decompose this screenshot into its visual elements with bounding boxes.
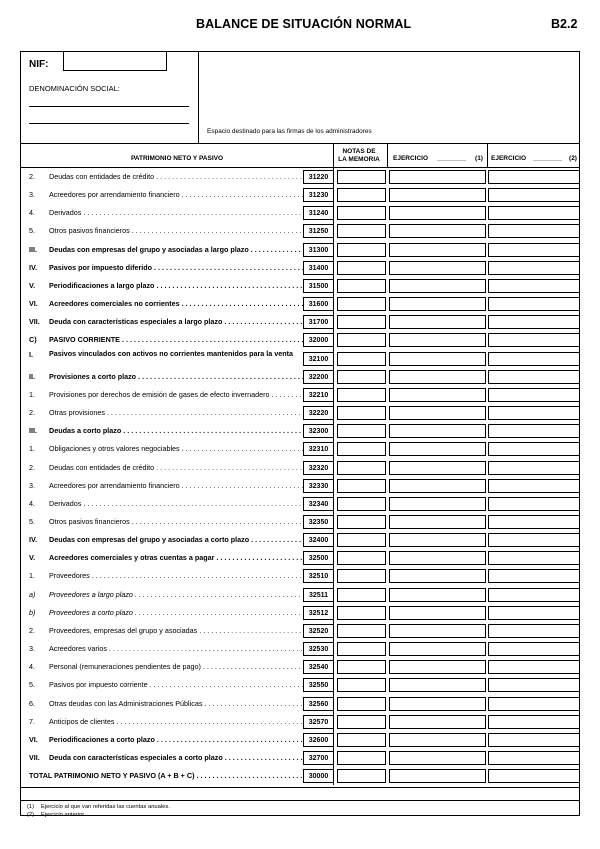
notas-input[interactable] xyxy=(337,206,386,220)
row-label: Provisiones por derechos de emisión de gases de efecto invernadero . . . xyxy=(49,390,305,399)
ejercicio-2-input[interactable] xyxy=(488,224,579,238)
notas-input[interactable] xyxy=(337,769,386,783)
row-number: II. xyxy=(29,371,35,381)
table-row xyxy=(21,549,579,567)
footnotes xyxy=(27,804,170,819)
row-number: 2. xyxy=(29,172,35,181)
table-row xyxy=(21,404,579,422)
row-number: V. xyxy=(29,280,36,290)
table-row xyxy=(21,295,579,313)
row-code: 32511 xyxy=(303,588,333,602)
row-number: I. xyxy=(29,349,33,359)
row-code: 32200 xyxy=(303,370,333,384)
notas-input[interactable] xyxy=(337,497,386,511)
ejercicio-2-input[interactable] xyxy=(488,660,579,674)
ejercicio-1-input[interactable] xyxy=(389,243,486,257)
row-label: Otras deudas con las Administraciones Públicas . . . xyxy=(49,699,305,708)
ejercicio-1-input[interactable] xyxy=(389,533,486,547)
notas-input[interactable] xyxy=(337,461,386,475)
row-code: 32512 xyxy=(303,606,333,620)
row-code: 32350 xyxy=(303,515,333,529)
ejercicio-2-input[interactable] xyxy=(488,243,579,257)
row-label: Proveedores, empresas del grupo y asociadas . . . xyxy=(49,626,305,635)
row-code: 31300 xyxy=(303,243,333,257)
notas-input[interactable] xyxy=(337,715,386,729)
ejercicio-1-input[interactable] xyxy=(389,606,486,620)
ejercicio-1-input[interactable] xyxy=(389,697,486,711)
row-number: IV. xyxy=(29,535,38,545)
row-label: Deudas con entidades de crédito . . . xyxy=(49,463,305,472)
notas-input[interactable] xyxy=(337,533,386,547)
ejercicio-2-input[interactable] xyxy=(488,497,579,511)
table-row xyxy=(21,658,579,676)
balance-rows xyxy=(21,168,579,785)
ejercicio-1-input[interactable] xyxy=(389,370,486,384)
row-code: 32320 xyxy=(303,461,333,475)
table-row xyxy=(21,477,579,495)
row-code: 32520 xyxy=(303,624,333,638)
row-code: 31220 xyxy=(303,170,333,184)
row-code: 32540 xyxy=(303,660,333,674)
row-label: Pasivos por impuesto diferido . . . xyxy=(49,263,305,272)
row-code: 32000 xyxy=(303,333,333,347)
form-code: B2.2 xyxy=(551,17,578,31)
code-column-divider xyxy=(333,168,334,785)
row-code: 32400 xyxy=(303,533,333,547)
row-code: 31400 xyxy=(303,261,333,275)
header-divider-ej2 xyxy=(487,144,488,167)
row-label: Obligaciones y otros valores negociables . . . xyxy=(49,444,305,453)
ejercicio-1-input[interactable] xyxy=(389,551,486,565)
footnote-line xyxy=(21,800,579,801)
ejercicio-1-input[interactable] xyxy=(389,733,486,747)
ejercicio-1-ref: (1) xyxy=(475,155,483,162)
row-code: 32500 xyxy=(303,551,333,565)
row-label: Deudas a corto plazo . . . xyxy=(49,426,305,435)
table-row xyxy=(21,186,579,204)
notas-input[interactable] xyxy=(337,388,386,402)
notas-input[interactable] xyxy=(337,315,386,329)
table-row xyxy=(21,259,579,277)
table-row xyxy=(21,313,579,331)
notas-input[interactable] xyxy=(337,261,386,275)
ejercicio-1-input[interactable] xyxy=(389,569,486,583)
notas-input[interactable] xyxy=(337,551,386,565)
row-label: Periodificaciones a largo plazo . . . xyxy=(49,281,305,290)
table-row xyxy=(21,622,579,640)
header-divider-ej1 xyxy=(387,144,388,167)
ejercicio-1-input[interactable] xyxy=(389,261,486,275)
row-label: Otras provisiones . . . xyxy=(49,408,305,417)
notas-input[interactable] xyxy=(337,606,386,620)
row-label: Deuda con características especiales a largo plazo . . . xyxy=(49,317,305,326)
row-code: 31240 xyxy=(303,206,333,220)
ejercicio-2-input[interactable] xyxy=(488,370,579,384)
row-label: Derivados . . . xyxy=(49,208,305,217)
row-code: 31250 xyxy=(303,224,333,238)
ejercicio-1-input[interactable] xyxy=(389,170,486,184)
notas-input[interactable] xyxy=(337,442,386,456)
ejercicio-2-input[interactable] xyxy=(488,352,579,366)
table-row xyxy=(21,168,579,186)
row-number: b) xyxy=(29,607,36,617)
notas-input[interactable] xyxy=(337,370,386,384)
ejercicio-1-input[interactable] xyxy=(389,352,486,366)
row-label: Pasivos vinculados con activos no corrientes mantenidos para la venta xyxy=(49,349,294,358)
row-label: Proveedores a largo plazo . . . xyxy=(49,590,305,599)
row-number: VI. xyxy=(29,734,38,744)
denominacion-line-1[interactable] xyxy=(29,106,189,107)
ejercicio-1-label: EJERCICIO xyxy=(393,155,429,162)
notas-input[interactable] xyxy=(337,406,386,420)
row-label: Derivados . . . xyxy=(49,499,305,508)
table-row xyxy=(21,277,579,295)
row-number: 5. xyxy=(29,680,35,690)
ejercicio-1-input[interactable] xyxy=(389,678,486,692)
table-row xyxy=(21,640,579,658)
notas-input[interactable] xyxy=(337,624,386,638)
ejercicio-2-input[interactable] xyxy=(488,333,579,347)
notas-input[interactable] xyxy=(337,588,386,602)
row-code: 31500 xyxy=(303,279,333,293)
table-row xyxy=(21,204,579,222)
ejercicio-2-input[interactable] xyxy=(488,442,579,456)
row-code: 32510 xyxy=(303,569,333,583)
row-code: 32300 xyxy=(303,424,333,438)
table-row xyxy=(21,749,579,767)
denominacion-line-2[interactable] xyxy=(29,123,189,124)
row-label: Acreedores comerciales y otras cuentas a pagar . . . xyxy=(49,553,305,562)
nif-label: NIF: xyxy=(29,59,49,70)
table-row xyxy=(21,513,579,531)
ejercicio-1-input[interactable] xyxy=(389,497,486,511)
row-label: Deudas con entidades de crédito . . . xyxy=(49,172,305,181)
row-number: 7. xyxy=(29,716,35,726)
row-label: Acreedores comerciales no corrientes . . . xyxy=(49,299,305,308)
row-number: 6. xyxy=(29,698,35,708)
notas-input[interactable] xyxy=(337,515,386,529)
table-row xyxy=(21,331,579,349)
notas-input[interactable] xyxy=(337,170,386,184)
row-label: Proveedores a corto plazo . . . xyxy=(49,608,305,617)
notas-input[interactable] xyxy=(337,697,386,711)
ejercicio-1-input[interactable] xyxy=(389,297,486,311)
table-row xyxy=(21,459,579,477)
row-code: 32100 xyxy=(303,352,333,366)
notas-input[interactable] xyxy=(337,243,386,257)
ejercicio-2-input[interactable] xyxy=(488,678,579,692)
footnote-text: Ejercicio anterior. xyxy=(41,811,86,818)
row-number: 1. xyxy=(29,444,35,454)
row-number: 2. xyxy=(29,625,35,635)
notas-input[interactable] xyxy=(337,733,386,747)
table-row xyxy=(21,604,579,622)
notas-input[interactable] xyxy=(337,188,386,202)
row-label: Proveedores . . . xyxy=(49,571,305,580)
table-row xyxy=(21,586,579,604)
ejercicio-2-input[interactable] xyxy=(488,569,579,583)
ejercicio-1-input[interactable] xyxy=(389,624,486,638)
table-row xyxy=(21,731,579,749)
ejercicio-1-input[interactable] xyxy=(389,461,486,475)
ejercicio-2-input[interactable] xyxy=(488,642,579,656)
ejercicio-2-input[interactable] xyxy=(488,279,579,293)
table-row xyxy=(21,713,579,731)
ejercicio-2-ref: (2) xyxy=(569,155,577,162)
table-row xyxy=(21,495,579,513)
footnote-item xyxy=(27,804,170,812)
notas-input[interactable] xyxy=(337,642,386,656)
ejercicio-1-input[interactable] xyxy=(389,642,486,656)
row-number: 4. xyxy=(29,498,35,508)
row-code: 32560 xyxy=(303,697,333,711)
ejercicio-2-input[interactable] xyxy=(488,515,579,529)
ejercicio-1-input[interactable] xyxy=(389,224,486,238)
ejercicio-1-input[interactable] xyxy=(389,715,486,729)
notas-input[interactable] xyxy=(337,678,386,692)
notas-input[interactable] xyxy=(337,424,386,438)
row-number: VII. xyxy=(29,317,40,327)
form-frame xyxy=(20,51,580,816)
notas-input[interactable] xyxy=(337,751,386,765)
row-code: 32340 xyxy=(303,497,333,511)
column-header-notas xyxy=(333,144,385,167)
row-number: 1. xyxy=(29,389,35,399)
table-row xyxy=(21,440,579,458)
firmas-caption: Espacio destinado para las firmas de los administradores xyxy=(207,128,372,135)
row-number: C) xyxy=(29,335,37,345)
row-label: Deudas con empresas del grupo y asociadas a corto plazo . . . xyxy=(49,535,305,544)
row-number: 2. xyxy=(29,462,35,472)
row-label: PASIVO CORRIENTE . . . xyxy=(49,335,305,344)
notas-input[interactable] xyxy=(337,569,386,583)
ejercicio-2-input[interactable] xyxy=(488,170,579,184)
ejercicio-1-input[interactable] xyxy=(389,424,486,438)
row-number: V. xyxy=(29,553,36,563)
ejercicio-1-input[interactable] xyxy=(389,279,486,293)
ejercicio-2-input[interactable] xyxy=(488,533,579,547)
ejercicio-2-input[interactable] xyxy=(488,551,579,565)
row-code: 32570 xyxy=(303,715,333,729)
ejercicio-1-input[interactable] xyxy=(389,751,486,765)
row-label: Acreedores varios . . . xyxy=(49,644,305,653)
table-row xyxy=(21,676,579,694)
ejercicio-1-input[interactable] xyxy=(389,188,486,202)
ejercicio-2-input[interactable] xyxy=(488,588,579,602)
page-title: BALANCE DE SITUACIÓN NORMAL xyxy=(196,17,412,31)
row-number: 5. xyxy=(29,226,35,236)
ejercicio-2-input[interactable] xyxy=(488,479,579,493)
ejercicio-2-input[interactable] xyxy=(488,406,579,420)
row-label: TOTAL PATRIMONIO NETO Y PASIVO (A + B + C) . . . xyxy=(29,771,305,780)
row-code: 30000 xyxy=(303,769,333,783)
column-header-ejercicio-2 xyxy=(487,144,579,167)
row-number: 3. xyxy=(29,644,35,654)
row-number: 1. xyxy=(29,571,35,581)
row-label: Provisiones a corto plazo . . . xyxy=(49,372,305,381)
ejercicio-1-input[interactable] xyxy=(389,333,486,347)
table-row xyxy=(21,350,579,368)
row-code: 32210 xyxy=(303,388,333,402)
row-code: 32530 xyxy=(303,642,333,656)
ejercicio-2-input[interactable] xyxy=(488,751,579,765)
table-row xyxy=(21,386,579,404)
row-number: III. xyxy=(29,426,37,436)
row-label: Anticipos de clientes . . . xyxy=(49,717,305,726)
footnote-ref: (1) xyxy=(27,804,35,811)
table-row xyxy=(21,531,579,549)
ejercicio-2-input[interactable] xyxy=(488,206,579,220)
row-code: 31600 xyxy=(303,297,333,311)
row-code: 31230 xyxy=(303,188,333,202)
ejercicio-2-input[interactable] xyxy=(488,769,579,783)
header-divider-notas xyxy=(333,144,334,167)
ejercicio-2-input[interactable] xyxy=(488,697,579,711)
row-number: a) xyxy=(29,589,36,599)
row-code: 32550 xyxy=(303,678,333,692)
ejercicio-1-input[interactable] xyxy=(389,442,486,456)
header-divider xyxy=(198,52,199,143)
footnote-text: Ejercicio al que van referidas las cuentas anuales. xyxy=(41,804,170,811)
row-code: 32220 xyxy=(303,406,333,420)
table-row xyxy=(21,368,579,386)
row-code: 31700 xyxy=(303,315,333,329)
ejercicio-1-input[interactable] xyxy=(389,588,486,602)
row-label: Personal (remuneraciones pendientes de pago) . . . xyxy=(49,662,305,671)
row-number: 5. xyxy=(29,516,35,526)
nif-input[interactable] xyxy=(63,52,167,71)
row-number: VI. xyxy=(29,299,38,309)
footnote-item xyxy=(27,812,170,820)
ejercicio-1-input[interactable] xyxy=(389,206,486,220)
table-row xyxy=(21,567,579,585)
row-number: VII. xyxy=(29,753,40,762)
row-number: 3. xyxy=(29,480,35,490)
row-label: Deuda con características especiales a corto plazo . . . xyxy=(49,753,305,762)
row-code: 32330 xyxy=(303,479,333,493)
ejercicio-2-label: EJERCICIO xyxy=(491,155,527,162)
table-row xyxy=(21,695,579,713)
notas-input[interactable] xyxy=(337,297,386,311)
ejercicio-1-blank: ________ xyxy=(437,155,466,162)
row-number: III. xyxy=(29,244,37,254)
table-row xyxy=(21,241,579,259)
row-label: Otros pasivos financieros . . . xyxy=(49,226,305,235)
notas-input[interactable] xyxy=(337,279,386,293)
table-bottom-line xyxy=(21,787,579,788)
row-label: Acreedores por arrendamiento financiero . . . xyxy=(49,481,305,490)
notas-input[interactable] xyxy=(337,333,386,347)
notas-line-1: NOTAS DE xyxy=(342,148,376,155)
row-number: 3. xyxy=(29,190,35,200)
ejercicio-2-input[interactable] xyxy=(488,297,579,311)
table-row xyxy=(21,422,579,440)
ejercicio-1-input[interactable] xyxy=(389,315,486,329)
notas-input[interactable] xyxy=(337,224,386,238)
ejercicio-1-input[interactable] xyxy=(389,769,486,783)
ejercicio-2-input[interactable] xyxy=(488,606,579,620)
notas-line-2: LA MEMORIA xyxy=(338,155,380,163)
row-code: 32600 xyxy=(303,733,333,747)
row-number: 2. xyxy=(29,408,35,418)
ejercicio-2-input[interactable] xyxy=(488,624,579,638)
ejercicio-1-input[interactable] xyxy=(389,388,486,402)
ejercicio-2-input[interactable] xyxy=(488,315,579,329)
ejercicio-2-input[interactable] xyxy=(488,388,579,402)
row-label: Acreedores por arrendamiento financiero . . . xyxy=(49,190,305,199)
ejercicio-1-input[interactable] xyxy=(389,406,486,420)
row-number: 4. xyxy=(29,208,35,218)
row-label: Pasivos por impuesto corriente . . . xyxy=(49,680,305,689)
row-code: 32700 xyxy=(303,751,333,765)
table-row xyxy=(21,767,579,785)
row-number: 4. xyxy=(29,662,35,672)
notas-input[interactable] xyxy=(337,660,386,674)
ejercicio-2-blank: ________ xyxy=(533,155,562,162)
footnote-ref: (2) xyxy=(27,811,35,818)
denominacion-label: DENOMINACIÓN SOCIAL: xyxy=(29,84,120,93)
ejercicio-1-input[interactable] xyxy=(389,479,486,493)
table-row xyxy=(21,222,579,240)
column-header-ejercicio-1 xyxy=(389,144,485,167)
ejercicio-2-input[interactable] xyxy=(488,461,579,475)
ejercicio-2-input[interactable] xyxy=(488,424,579,438)
column-header-patrimonio: PATRIMONIO NETO Y PASIVO xyxy=(130,155,224,162)
ejercicio-2-input[interactable] xyxy=(488,715,579,729)
row-label: Otros pasivos financieros . . . xyxy=(49,517,305,526)
row-label: Periodificaciones a corto plazo . . . xyxy=(49,735,305,744)
ejercicio-2-input[interactable] xyxy=(488,261,579,275)
ejercicio-1-input[interactable] xyxy=(389,515,486,529)
ejercicio-2-input[interactable] xyxy=(488,188,579,202)
notas-input[interactable] xyxy=(337,352,386,366)
ejercicio-1-input[interactable] xyxy=(389,660,486,674)
row-label: Deudas con empresas del grupo y asociadas a largo plazo . . . xyxy=(49,245,305,254)
row-number: IV. xyxy=(29,262,38,272)
row-code: 32310 xyxy=(303,442,333,456)
ejercicio-2-input[interactable] xyxy=(488,733,579,747)
notas-input[interactable] xyxy=(337,479,386,493)
